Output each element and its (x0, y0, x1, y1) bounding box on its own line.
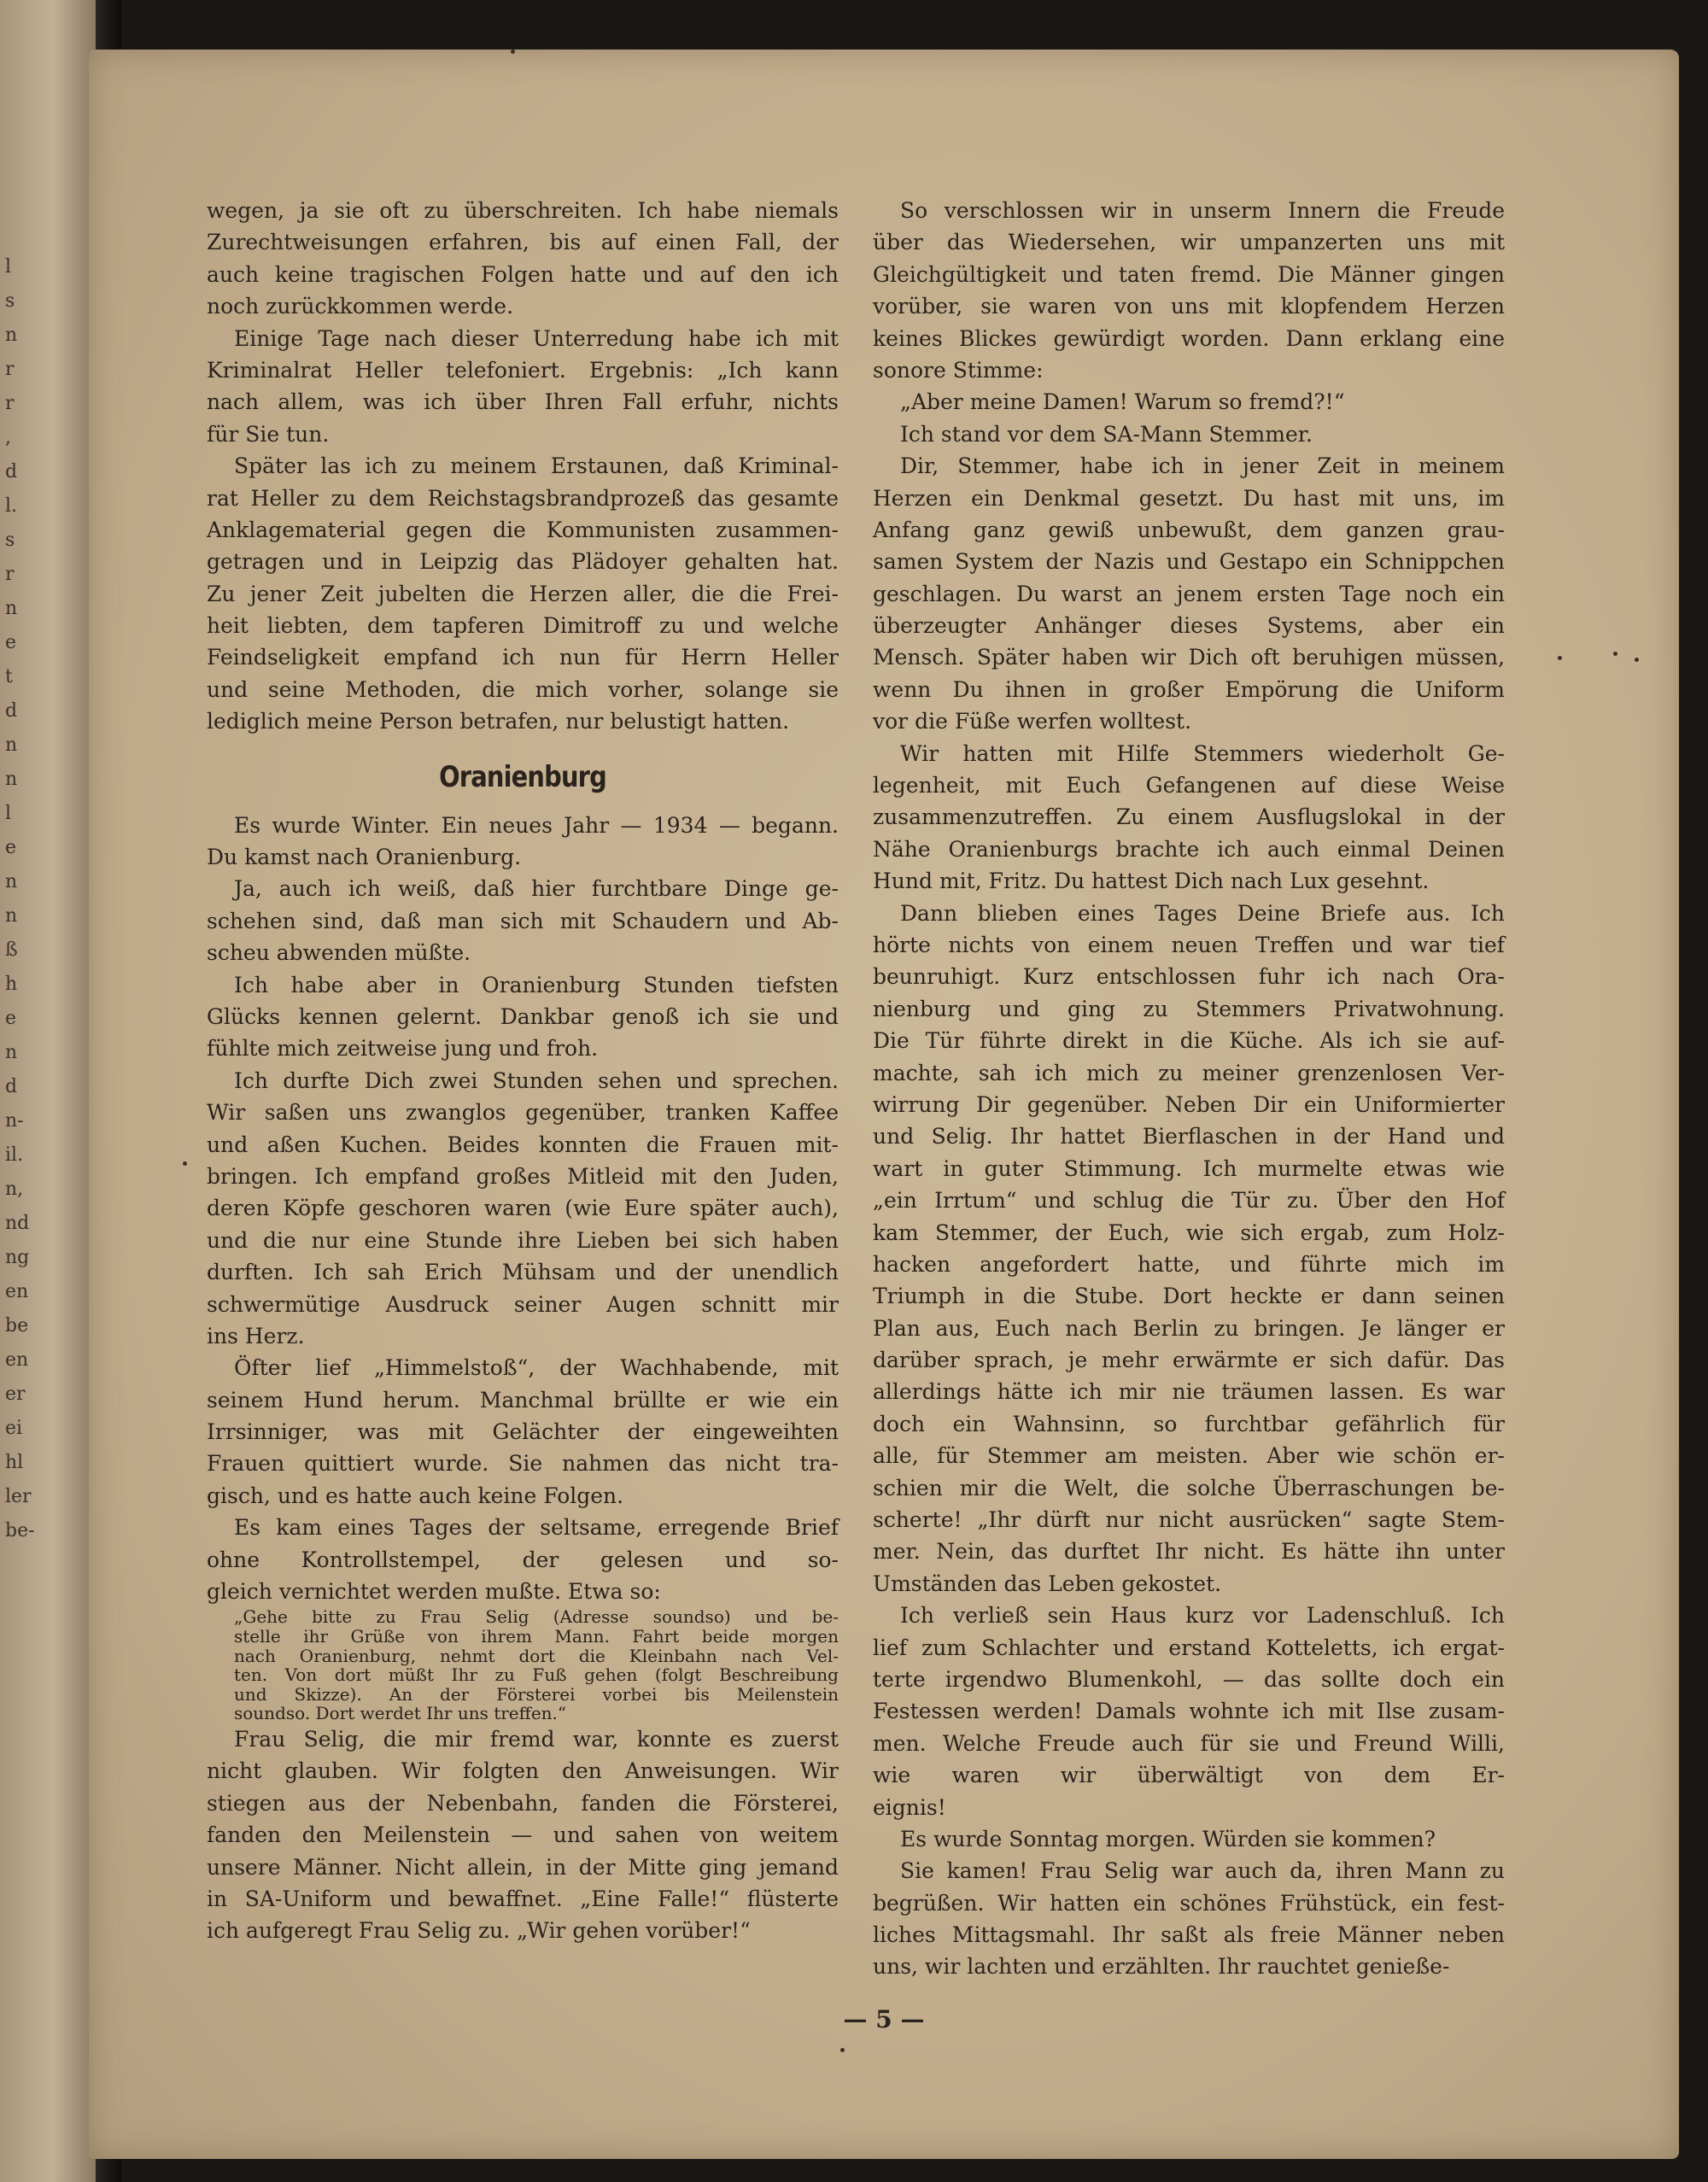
text-line: „Aber meine Damen! Warum so fremd?!“ (900, 389, 1345, 415)
facing-page-fragment: r (5, 564, 15, 585)
text-line: und die nur eine Stunde ihre Lieben bei sich haben (207, 1227, 839, 1253)
page (89, 50, 1679, 2159)
text-line: unsere Männer. Nicht allein, in der Mitte ging jemand (207, 1854, 839, 1880)
facing-page-fragment: il. (5, 1144, 24, 1166)
facing-page-fragment: be- (5, 1520, 35, 1541)
facing-page-text-fragments (0, 256, 51, 1964)
text-line: für Sie tun. (207, 421, 330, 447)
text-line: ich aufgeregt Frau Selig zu. „Wir gehen vorüber!“ (207, 1918, 751, 1944)
paper-speck (1613, 652, 1617, 656)
text-line: Hund mit, Fritz. Du hattest Dich nach Lux gesehnt. (873, 869, 1430, 894)
text-line: legenheit, mit Euch Gefangenen auf diese Weise (873, 773, 1505, 799)
text-line: So verschlossen wir in unserm Innern die Freude (900, 198, 1505, 223)
text-line: Anfang ganz gewiß unbewußt, dem ganzen grau- (873, 517, 1505, 542)
text-line: überzeugter Anhänger dieses Systems, aber ein (873, 613, 1505, 639)
text-line: lediglich meine Person betrafen, nur belustigt hatten. (207, 709, 790, 734)
facing-page-fragment: n, (5, 1179, 24, 1200)
text-line: getragen und in Leipzig das Plädoyer gehalten hat. (207, 549, 839, 575)
text-line: eignis! (873, 1794, 946, 1820)
text-line: Einige Tage nach dieser Unterredung habe ich mit (234, 325, 839, 351)
text-line: bringen. Ich empfand großes Mitleid mit den Juden, (207, 1163, 839, 1189)
facing-page-fragment: n (5, 734, 18, 756)
section-heading: Oranienburg (439, 759, 606, 794)
facing-page-fragment: n (5, 1042, 18, 1063)
letter-quote-line: nach Oranienburg, nehmt dort die Kleinbahn nach Vel- (234, 1645, 839, 1666)
paper-speck (183, 1161, 187, 1166)
facing-page-fragment: d (5, 1076, 18, 1097)
facing-page-fragment: en (5, 1281, 29, 1302)
text-line: Frauen quittiert wurde. Sie nahmen das nicht tra- (207, 1451, 839, 1477)
paper-speck (1558, 656, 1562, 660)
text-line: Dir, Stemmer, habe ich in jener Zeit in meinem (900, 453, 1505, 479)
facing-page-fragment: l (5, 803, 12, 824)
letter-quote-line: soundso. Dort werdet Ihr uns treffen.“ (234, 1703, 567, 1724)
text-line: Umständen das Leben gekostet. (873, 1571, 1222, 1596)
text-line: wirrung Dir gegenüber. Neben Dir ein Uniformierter (873, 1091, 1505, 1117)
text-line: darüber sprach, je mehr erwärmte er sich dafür. Das (873, 1348, 1505, 1373)
text-line: nienburg und ging zu Stemmers Privatwohnung. (873, 996, 1505, 1021)
text-line: rat Heller zu dem Reichstagsbrandprozeß das gesamte (207, 485, 839, 511)
right-column (873, 195, 1505, 2031)
facing-page-fragment: n (5, 769, 18, 790)
text-line: wart in guter Stimmung. Ich murmelte etwas wie (873, 1155, 1505, 1181)
facing-page-fragment: n (5, 871, 18, 892)
text-line: sonore Stimme: (873, 357, 1044, 383)
text-line: Du kamst nach Oranienburg. (207, 845, 522, 870)
facing-page-fragment: nd (5, 1213, 30, 1234)
text-line: deren Köpfe geschoren waren (wie Eure später auch), (207, 1196, 839, 1221)
text-line: Dann blieben eines Tages Deine Briefe aus. Ich (900, 900, 1505, 926)
text-line: machte, sah ich mich zu meiner grenzenlosen Ver- (873, 1060, 1505, 1085)
facing-page-edge (0, 0, 96, 2182)
facing-page-fragment: ß (5, 939, 18, 961)
facing-page-fragment: e (5, 632, 17, 653)
text-line: „ein Irrtum“ und schlug die Tür zu. Über den Hof (873, 1188, 1505, 1214)
paper-speck (1635, 658, 1639, 662)
left-column (207, 195, 839, 2031)
text-line: schehen sind, daß man sich mit Schaudern und Ab- (207, 908, 839, 933)
text-line: Öfter lief „Himmelstoß“, der Wachhabende, mit (234, 1355, 839, 1381)
text-line: in SA-Uniform und bewaffnet. „Eine Falle!“ flüsterte (207, 1886, 839, 1911)
text-line: Wir hatten mit Hilfe Stemmers wiederholt Ge- (900, 740, 1505, 766)
facing-page-fragment: l. (5, 495, 18, 517)
text-line: schwermütige Ausdruck seiner Augen schnitt mir (207, 1291, 839, 1317)
facing-page-fragment: , (5, 427, 11, 448)
text-line: mer. Nein, das durftet Ihr nicht. Es hätte ihn unter (873, 1539, 1505, 1565)
text-line: terte irgendwo Blumenkohl, — das sollte doch ein (873, 1666, 1505, 1692)
text-line: Es kam eines Tages der seltsame, erregende Brief (234, 1515, 839, 1541)
text-line: hörte nichts von einem neuen Treffen und war tief (873, 932, 1505, 957)
text-line: scherte! „Ihr dürft nur nicht ausrücken“ sagte Stem- (873, 1507, 1505, 1533)
text-line: scheu abwenden müßte. (207, 940, 471, 966)
text-line: Plan aus, Euch nach Berlin zu bringen. Je länger er (873, 1315, 1505, 1341)
text-line: samen System der Nazis und Gestapo ein Schnippchen (873, 549, 1505, 575)
facing-page-fragment: r (5, 393, 15, 414)
facing-page-fragment: d (5, 461, 18, 483)
text-line: ins Herz. (207, 1323, 305, 1348)
text-line: alle, für Stemmer am meisten. Aber wie schön er- (873, 1443, 1505, 1469)
page-number: — 5 — (843, 2005, 925, 2033)
text-line: Glücks kennen gelernt. Dankbar genoß ich sie und (207, 1003, 839, 1029)
text-line: geschlagen. Du warst an jenem ersten Tage noch ein (873, 581, 1505, 606)
text-line: Es wurde Winter. Ein neues Jahr — 1934 — begann. (234, 812, 839, 838)
text-line: stiegen aus der Nebenbahn, fanden die Försterei, (207, 1790, 839, 1816)
text-line: Anklagematerial gegen die Kommunisten zusammen- (207, 517, 839, 542)
text-line: Herzen ein Denkmal gesetzt. Du hast mit uns, im (873, 485, 1505, 511)
letter-quote-line: stelle ihr Grüße von ihrem Mann. Fahrt beide morgen (234, 1626, 839, 1647)
facing-page-fragment: be (5, 1315, 29, 1337)
text-line: ohne Kontrollstempel, der gelesen und so- (207, 1547, 839, 1572)
text-line: vorüber, sie waren von uns mit klopfendem Herzen (873, 294, 1505, 319)
text-line: und Selig. Ihr hattet Bierflaschen in der Hand und (873, 1124, 1505, 1149)
facing-page-fragment: s (5, 529, 15, 551)
facing-page-fragment: t (5, 666, 13, 687)
text-line: uns, wir lachten und erzählten. Ihr rauchtet genieße- (873, 1954, 1450, 1980)
text-line: wegen, ja sie oft zu überschreiten. Ich habe niemals (207, 198, 839, 223)
text-line: Triumph in die Stube. Dort heckte er dann seinen (873, 1284, 1505, 1309)
text-line: hacken angefordert hatte, und führte mich im (873, 1251, 1505, 1277)
text-line: gleich vernichtet werden mußte. Etwa so: (207, 1579, 661, 1605)
facing-page-fragment: en (5, 1349, 29, 1371)
text-line: Wir saßen uns zwanglos gegenüber, tranken Kaffee (207, 1100, 839, 1126)
letter-quote-line: ten. Von dort müßt Ihr zu Fuß gehen (folgt Beschreibung (234, 1664, 839, 1686)
text-line: fühlte mich zeitweise jung und froh. (207, 1036, 599, 1062)
text-line: keines Blickes gewürdigt worden. Dann erklang eine (873, 325, 1505, 351)
text-line: Zu jener Zeit jubelten die Herzen aller, die die Frei- (207, 581, 839, 606)
text-line: Feindseligkeit empfand ich nun für Herrn Heller (207, 645, 839, 670)
text-line: und seine Methoden, die mich vorher, solange sie (207, 676, 839, 702)
text-line: Ich stand vor dem SA-Mann Stemmer. (900, 421, 1313, 447)
text-line: wenn Du ihnen in großer Empörung die Uniform (873, 676, 1505, 702)
text-line: zusammenzutreffen. Zu einem Ausflugslokal in der (873, 804, 1505, 830)
text-line: men. Welche Freude auch für sie und Freund Willi, (873, 1730, 1505, 1756)
text-line: nicht glauben. Wir folgten den Anweisungen. Wir (207, 1758, 839, 1784)
text-line: Sie kamen! Frau Selig war auch da, ihren Mann zu (900, 1858, 1505, 1884)
text-line: wie waren wir überwältigt von dem Er- (873, 1763, 1505, 1788)
facing-page-fragment: ler (5, 1486, 32, 1507)
facing-page-fragment: n (5, 905, 18, 927)
text-line: Gleichgültigkeit und taten fremd. Die Männer gingen (873, 261, 1505, 287)
text-line: doch ein Wahnsinn, so furchtbar gefährlich für (873, 1411, 1505, 1436)
text-line: begrüßen. Wir hatten ein schönes Frühstück, ein fest- (873, 1890, 1505, 1916)
facing-page-fragment: l (5, 256, 12, 278)
facing-page-fragment: n- (5, 1110, 24, 1132)
text-line: Festessen werden! Damals wohnte ich mit Ilse zusam- (873, 1699, 1505, 1724)
text-line: Ich habe aber in Oranienburg Stunden tiefsten (234, 972, 839, 997)
facing-page-fragment: e (5, 837, 17, 858)
text-line: Ich verließ sein Haus kurz vor Ladenschluß. Ich (900, 1603, 1505, 1629)
letter-quote-line: und Skizze). An der Försterei vorbei bis Meilenstein (234, 1683, 839, 1705)
text-line: Frau Selig, die mir fremd war, konnte es zuerst (234, 1726, 839, 1752)
facing-page-fragment: er (5, 1383, 26, 1405)
text-line: Mensch. Später haben wir Dich oft beruhigen müssen, (873, 645, 1505, 670)
facing-page-fragment: n (5, 598, 18, 619)
facing-page-fragment: n (5, 325, 18, 346)
text-line: kam Stemmer, der Euch, wie sich ergab, zum Holz- (873, 1220, 1505, 1245)
text-line: Es wurde Sonntag morgen. Würden sie kommen? (900, 1826, 1436, 1851)
text-line: lief zum Schlachter und erstand Kotteletts, ich ergat- (873, 1635, 1505, 1660)
text-line: Kriminalrat Heller telefoniert. Ergebnis: „Ich kann (207, 357, 839, 383)
text-line: vor die Füße werfen wolltest. (873, 709, 1192, 734)
text-line: durften. Ich sah Erich Mühsam und der unendlich (207, 1260, 839, 1285)
text-line: Irrsinniger, was mit Gelächter der eingeweihten (207, 1419, 839, 1445)
text-line: auch keine tragischen Folgen hatte und auf den ich (207, 261, 839, 287)
facing-page-fragment: r (5, 359, 15, 380)
text-line: Ja, auch ich weiß, daß hier furchtbare Dinge ge- (234, 876, 839, 902)
paper-speck (840, 2048, 845, 2052)
letter-quote-line: „Gehe bitte zu Frau Selig (Adresse soundso) und be- (234, 1606, 839, 1628)
facing-page-fragment: d (5, 700, 18, 722)
text-line: schien mir die Welt, die solche Überraschungen be- (873, 1475, 1505, 1500)
text-line: gisch, und es hatte auch keine Folgen. (207, 1483, 624, 1508)
text-line: Nähe Oranienburgs brachte ich auch einmal Deinen (873, 836, 1505, 862)
facing-page-fragment: s (5, 290, 15, 312)
text-line: über das Wiedersehen, wir umpanzerten uns mit (873, 230, 1505, 255)
text-line: fanden den Meilenstein — und sahen von weitem (207, 1822, 839, 1848)
facing-page-fragment: e (5, 1008, 17, 1029)
text-line: allerdings hätte ich mir nie träumen lassen. Es war (873, 1379, 1505, 1405)
text-line: Zurechtweisungen erfahren, bis auf einen Fall, der (207, 230, 839, 255)
text-line: beunruhigt. Kurz entschlossen fuhr ich nach Ora- (873, 964, 1505, 990)
facing-page-fragment: ng (5, 1247, 30, 1268)
paper-speck (511, 50, 515, 54)
text-line: nach allem, was ich über Ihren Fall erfuhr, nichts (207, 389, 839, 415)
facing-page-fragment: h (5, 974, 18, 995)
text-line: liches Mittagsmahl. Ihr saßt als freie Männer neben (873, 1922, 1505, 1948)
text-line: seinem Hund herum. Manchmal brüllte er wie ein (207, 1387, 839, 1413)
text-line: und aßen Kuchen. Beides konnten die Frauen mit- (207, 1132, 839, 1157)
text-line: noch zurückkommen werde. (207, 294, 514, 319)
text-line: Später las ich zu meinem Erstaunen, daß Kriminal- (234, 453, 839, 479)
text-line: Die Tür führte direkt in die Küche. Als ich sie auf- (873, 1028, 1505, 1054)
text-line: heit liebten, dem tapferen Dimitroff zu und welche (207, 613, 839, 639)
facing-page-fragment: ei (5, 1418, 23, 1439)
text-line: Ich durfte Dich zwei Stunden sehen und sprechen. (234, 1068, 839, 1093)
facing-page-fragment: hl (5, 1452, 24, 1473)
